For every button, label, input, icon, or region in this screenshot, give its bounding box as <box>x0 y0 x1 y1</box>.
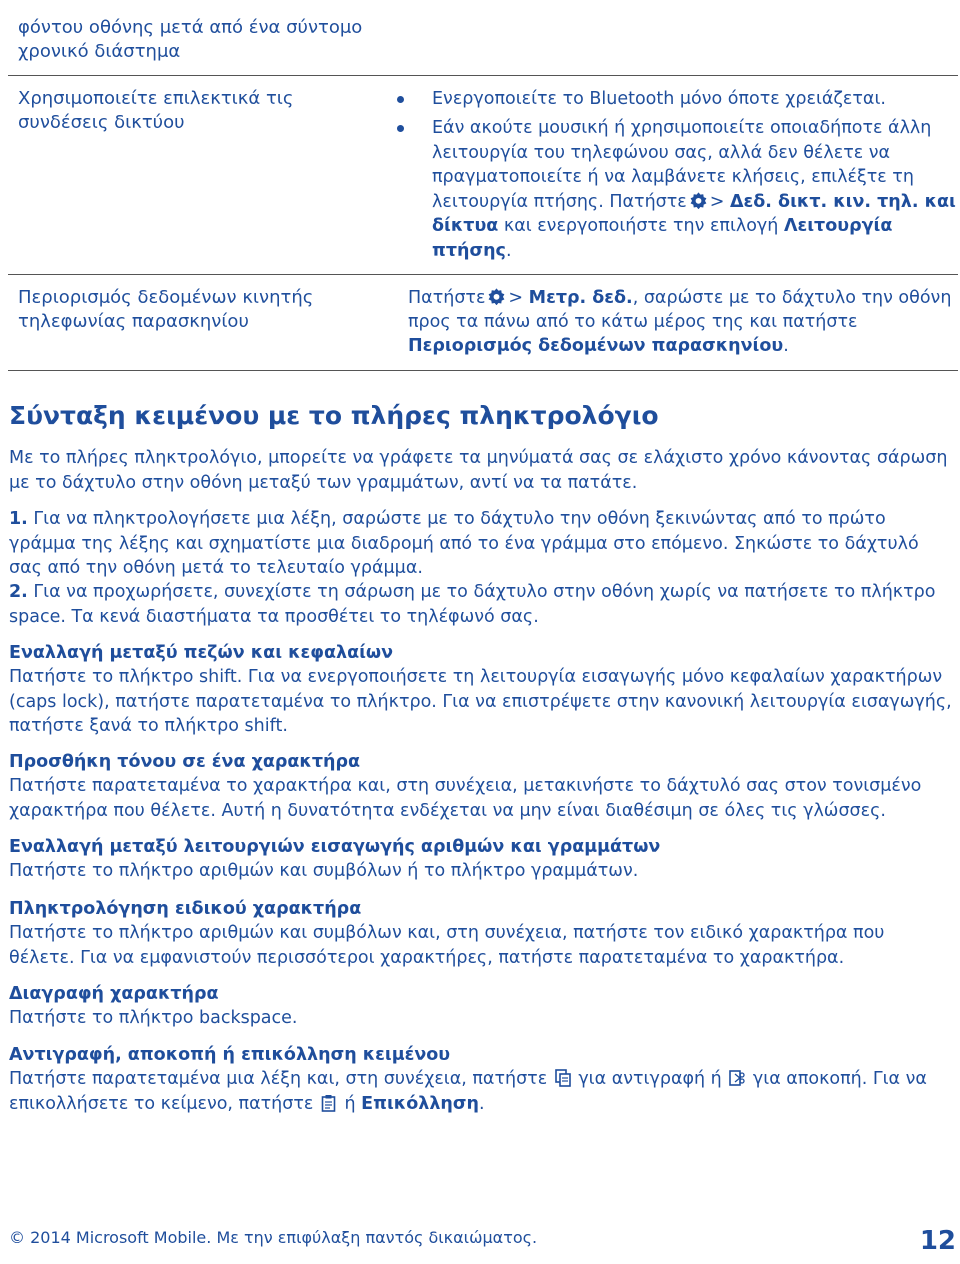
copyright: © 2014 Microsoft Mobile. Με την επιφύλαξη παντός δικαιώματος. <box>9 1228 538 1247</box>
intro-paragraph: Με το πλήρες πληκτρολόγιο, μπορείτε να γράφετε τα μηνύματά σας σε ελάχιστο χρόνο κάνοντας σάρωση με το δάχτυλο στην οθόνη μεταξύ των γραμμάτων, αντί να τα πατάτε. <box>9 448 948 493</box>
settings-path: Μετρ. δεδ. <box>528 288 633 308</box>
bullet-text: Εάν ακούτε μουσική ή χρησιμοποιείτε οποιαδήποτε άλλη λειτουργία του τηλεφώνου σας, αλλά δεν θέλετε να πραγματοποιείτε ή να λαμβάνετε κλήσεις, επιλέξτε τη λειτουργία πτήσης. Πατήστε <box>432 118 932 212</box>
gear-icon <box>690 192 707 209</box>
option-name: Περιορισμός δεδομένων παρασκηνίου <box>408 336 784 356</box>
row3-label: Περιορισμός δεδομένων κινητής τηλεφωνίας παρασκηνίου <box>18 287 314 332</box>
row1-label: φόντου οθόνης μετά από ένα σύντομο χρονικό διάστημα <box>18 17 363 62</box>
delete-body: Πατήστε το πλήκτρο backspace. <box>9 1008 298 1028</box>
special-body: Πατήστε το πλήκτρο αριθμών και συμβόλων και, στη συνέχεια, πατήστε τον ειδικό χαρακτήρα που θέλετε. Για να εμφανιστούν περισσότεροι χαρακτήρες, πατήστε παρατεταμένα το χαρακτήρα. <box>9 923 885 968</box>
text: Πατήστε <box>408 288 486 308</box>
section-title: Σύνταξη κειμένου με το πλήρες πληκτρολόγιο <box>9 401 659 430</box>
punctuation: . <box>783 336 789 356</box>
paste-icon <box>321 1094 337 1112</box>
mode-body: Πατήστε το πλήκτρο αριθμών και συμβόλων ή το πλήκτρο γραμμάτων. <box>9 861 639 881</box>
breadcrumb-separator: > <box>508 288 524 308</box>
gear-icon <box>488 288 505 305</box>
punctuation: . <box>505 240 512 261</box>
bullet-text: Ενεργοποιείτε το Bluetooth μόνο όποτε χρειάζεται. <box>432 89 886 109</box>
subheading-special: Πληκτρολόγηση ειδικού χαρακτήρα <box>9 899 362 919</box>
paste-option: Επικόλληση <box>361 1093 479 1114</box>
row2-label: Χρησιμοποιείτε επιλεκτικά τις συνδέσεις δικτύου <box>18 88 294 133</box>
bullet-item <box>432 116 957 263</box>
row3-text <box>408 286 953 358</box>
divider <box>8 75 958 76</box>
option-name: Λειτουργία πτήσης <box>432 216 893 261</box>
bullet-dot <box>397 125 404 132</box>
step-text: Για να πληκτρολογήσετε μια λέξη, σαρώστε με το δάχτυλο την οθόνη ξεκινώντας από το πρώτο γράμμα της λέξης και σχηματίστε μια διαδρομή από το ένα γράμμα στο επόμενο. Σηκώστε το δάχτυλό σας από την οθόνη μετά το τελευταίο γράμμα. <box>9 509 919 578</box>
settings-path: Δεδ. δικτ. κιν. τηλ. και δίκτυα <box>432 191 956 236</box>
cut-icon <box>729 1069 745 1087</box>
copy-body <box>9 1067 954 1116</box>
bullet-dot <box>397 96 404 103</box>
subheading-copy: Αντιγραφή, αποκοπή ή επικόλληση κειμένου <box>9 1045 451 1065</box>
punctuation: . <box>478 1093 485 1114</box>
step-number: 2. <box>9 582 28 602</box>
subheading-case: Εναλλαγή μεταξύ πεζών και κεφαλαίων <box>9 643 394 663</box>
accent-body: Πατήστε παρατεταμένα το χαρακτήρα και, στη συνέχεια, μετακινήστε το δάχτυλό σας στον τονισμένο χαρακτήρα που θέλετε. Αυτή η δυνατότητα ενδέχεται να μην είναι διαθέσιμη σε όλες τις γλώσσες. <box>9 776 922 821</box>
subheading-delete: Διαγραφή χαρακτήρα <box>9 984 219 1004</box>
step-1 <box>9 507 954 581</box>
subheading-mode: Εναλλαγή μεταξύ λειτουργιών εισαγωγής αριθμών και γραμμάτων <box>9 837 661 857</box>
text: Πατήστε παρατεταμένα μια λέξη και, στη συνέχεια, πατήστε <box>9 1069 548 1089</box>
copy-icon <box>555 1069 571 1087</box>
step-text: Για να προχωρήσετε, συνεχίστε τη σάρωση με το δάχτυλο στην οθόνη χωρίς να πατήσετε το πλήκτρο space. Τα κενά διαστήματα τα προσθέτει το τηλέφωνό σας. <box>9 582 936 627</box>
step-number: 1. <box>9 509 28 529</box>
divider <box>8 274 958 275</box>
text: για αντιγραφή ή <box>578 1069 722 1089</box>
bullet-text: και ενεργοποιήστε την επιλογή <box>503 216 779 236</box>
subheading-accent: Προσθήκη τόνου σε ένα χαρακτήρα <box>9 752 361 772</box>
text: ή <box>344 1093 356 1114</box>
bullet-item <box>432 87 957 112</box>
step-2 <box>9 580 954 629</box>
page-number: 12 <box>919 1226 956 1256</box>
text: , σαρώστε με το δάχτυλο την οθόνη προς τα πάνω από το κάτω μέρος της και πατήστε <box>408 288 952 332</box>
text: για αποκοπή. Για να επικολλήσετε το κείμενο, πατήστε <box>9 1069 927 1114</box>
divider <box>8 370 958 371</box>
breadcrumb-separator: > <box>709 191 725 212</box>
case-body: Πατήστε το πλήκτρο shift. Για να ενεργοποιήσετε τη λειτουργία εισαγωγής μόνο κεφαλαίων χαρακτήρων (caps lock), πατήστε παρατεταμένα το πλήκτρο. Για να επιστρέψετε στην κανονική λειτουργία εισαγωγής, πατήστε ξανά το πλήκτρο shift. <box>9 667 952 736</box>
